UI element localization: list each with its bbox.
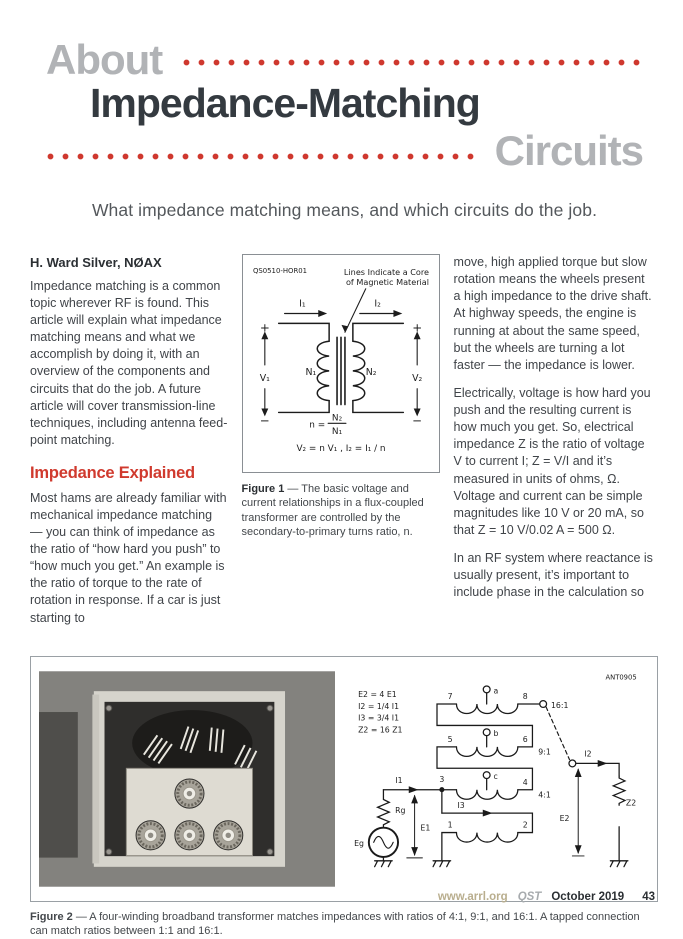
winding-1-2 — [456, 832, 517, 841]
ratio-16to1: 16:1 — [550, 700, 569, 710]
plus-left: + — [259, 320, 270, 335]
connector-bottom-center — [175, 820, 204, 849]
section-heading: Impedance Explained — [30, 464, 195, 483]
connector-top — [175, 779, 204, 808]
wire-primary-top — [278, 323, 328, 341]
winding-3-4 — [456, 789, 517, 798]
i2-label: I₂ — [373, 298, 381, 310]
minus-left: − — [259, 413, 270, 428]
turns-ratio-numerator: N₂ — [331, 413, 342, 424]
footer-page-number: 43 — [642, 891, 655, 903]
turns-ratio-lhs: n = — [308, 420, 325, 431]
minus-right: − — [411, 413, 422, 428]
body-paragraph-4: In an RF system where reactance is usually present, it’s important to include phase in the calculation so — [453, 551, 653, 600]
switch-contact-16to1 — [540, 700, 547, 707]
core-annotation-line1: Lines Indicate a Core — [343, 266, 429, 277]
resistor-z2 — [613, 776, 625, 861]
dotted-rule-bottom — [46, 152, 479, 161]
column-right — [454, 254, 655, 638]
i1-label: I₁ — [298, 298, 306, 310]
i3-label: I3 — [457, 800, 465, 810]
body-paragraph-2: move, high applied torque but slow rotation means the wheels present a high impedance to the drive shaft. At highway speeds, the engine is running at about the same speed, but the wheels are turning a lot faster — the impedance is lower. — [453, 255, 652, 372]
section-paragraph: Most hams are already familiar with mechanical impedance matching — you can think of impedance as the ratio of “how hard you push” to “how much you get.” An example is the ratio of torque to the rate of rotation in response. If a car is just starting to — [30, 490, 227, 625]
title-circuits: Circuits — [494, 127, 643, 174]
winding-5-6 — [456, 747, 517, 756]
turns-ratio-denominator: N₁ — [331, 427, 342, 438]
link-4-to-5 — [437, 747, 532, 790]
switch-pole-i2 — [569, 760, 576, 767]
figure1-caption-text: — The basic voltage and current relationships in a flux-coupled transformer are controlled by the secondary-to-primary turns ratio, n. — [241, 483, 424, 539]
transformer-formula: V₂ = n V₁ , I₂ = I₁ / n — [296, 444, 386, 455]
e2-label: E2 — [559, 813, 570, 823]
ground-left — [375, 860, 393, 866]
figure2-panel — [30, 656, 658, 902]
i1-arrowhead — [409, 786, 419, 793]
ratio-4to1: 4:1 — [538, 790, 551, 800]
tap-a-label: a — [493, 685, 499, 695]
v1-label: V₁ — [259, 372, 270, 384]
eg-label: Eg — [354, 838, 364, 848]
terminal-2: 2 — [522, 820, 528, 830]
wire-i2 — [576, 763, 619, 776]
equation-1: E2 = 4 E1 — [358, 689, 397, 699]
figure2-photo — [39, 670, 335, 888]
e1-label: E1 — [420, 823, 431, 833]
secondary-coil — [352, 341, 364, 400]
figure1-caption — [242, 482, 440, 539]
column-middle — [242, 254, 440, 638]
i2-label: I2 — [584, 749, 592, 759]
deck-subtitle: What impedance matching means, and which circuits do the job. — [91, 200, 598, 220]
body-paragraph-3: Electrically, voltage is how hard you push and the resulting current is how much you get. So, electrical impedance Z is the ratio of voltage V to current I; Z = V/I and it’s measured in units of ohms, Ω. Voltage and current can be simple magnitudes like 10 V or 20 mA, so that Z = 10 V/0.02 A = 500 Ω. — [453, 385, 651, 537]
article-columns — [30, 254, 655, 638]
intro-paragraph: Impedance matching is a common topic wherever RF is found. This article will explain what impedance matching means and what we accomplish by doing it, with an overview of the components and circuits that do the job. A future article will cover transmission-line techniques, including antenna feed-point matching. — [30, 278, 228, 447]
wire-primary-bottom — [278, 401, 328, 413]
footer-magazine: QST — [517, 891, 542, 903]
i2-arrowhead — [598, 760, 608, 767]
figure1-caption-number: Figure 1 — [241, 483, 285, 496]
primary-coil — [317, 341, 329, 400]
figure2-caption-number: Figure 2 — [30, 910, 73, 923]
masthead — [0, 0, 683, 221]
i1-arrowhead — [318, 310, 327, 317]
chassis-left-edge — [92, 694, 99, 863]
footer-issue: October 2019 — [551, 891, 625, 903]
terminal-5: 5 — [447, 734, 453, 744]
core-lines — [337, 337, 345, 404]
terminal-1: 1 — [447, 820, 453, 830]
n2-label: N₂ — [365, 366, 377, 378]
ratio-9to1: 9:1 — [538, 747, 551, 757]
i2-arrowhead — [393, 310, 402, 317]
column-left — [30, 254, 228, 638]
equation-4: Z2 = 16 Z1 — [358, 724, 403, 734]
tap-c-label: c — [493, 771, 498, 781]
figure2-drawing-id: ANT0905 — [605, 673, 637, 682]
v2-label: V₂ — [411, 372, 422, 384]
dotted-rule-top — [182, 58, 643, 67]
connector-bottom-left — [136, 820, 165, 849]
wire-secondary-top — [352, 323, 402, 341]
equation-2: I2 = 1/4 I1 — [358, 701, 400, 711]
rg-label: Rg — [395, 805, 406, 815]
resistor-rg — [378, 789, 390, 826]
title-row-2 — [46, 80, 643, 127]
figure1-diagram — [249, 262, 433, 460]
connector-bottom-right — [214, 820, 243, 849]
tap-a-terminal — [483, 686, 490, 693]
i3-arrowhead — [483, 809, 493, 816]
figure1-drawing-id: QS0510-HOR01 — [252, 266, 307, 275]
annotation-arrow — [345, 289, 366, 333]
figure2-schematic — [343, 667, 643, 891]
title-about: About — [46, 36, 163, 83]
byline: H. Ward Silver, NØAX — [30, 255, 162, 270]
plus-right: + — [411, 320, 422, 335]
tap-c-terminal — [483, 771, 490, 778]
page-footer — [438, 891, 655, 903]
title-row-1 — [46, 36, 643, 84]
node3-junction-dot — [439, 787, 444, 792]
title-impedance-matching: Impedance-Matching — [90, 80, 480, 126]
wire-secondary-bottom — [352, 401, 402, 413]
terminal-3: 3 — [439, 774, 445, 784]
i1-label: I1 — [395, 775, 403, 785]
wire-i3-to-2 — [442, 813, 533, 832]
tap-b-label: b — [493, 728, 499, 738]
photo-shadow-band — [39, 712, 78, 858]
figure2-caption-text: — A four-winding broadband transformer matches impedances with ratios of 4:1, 9:1, and 16:1. A tapped connection can match ratios between 1:1 and 16:1. — [30, 910, 640, 938]
terminal-8: 8 — [522, 691, 528, 701]
wire-1-to-ground — [442, 832, 457, 860]
core-annotation-line2: of Magnetic Material — [345, 276, 429, 287]
n1-label: N₁ — [305, 366, 316, 378]
terminal-6: 6 — [522, 734, 528, 744]
equation-3: I3 = 3/4 I1 — [358, 713, 400, 723]
z2-label: Z2 — [625, 797, 637, 807]
winding-7-8 — [456, 704, 517, 713]
figure2-caption — [30, 910, 650, 939]
e2-measure — [572, 769, 584, 856]
ground-middle — [433, 860, 451, 866]
ground-right — [610, 860, 628, 866]
title-row-3 — [46, 127, 643, 175]
terminal-4: 4 — [522, 777, 528, 787]
terminal-7: 7 — [447, 691, 453, 701]
footer-website: www.arrl.org — [437, 891, 508, 903]
sine-symbol — [374, 836, 393, 848]
figure1-box — [242, 254, 440, 473]
toroid-shadow — [132, 710, 252, 776]
tap-b-terminal — [483, 728, 490, 735]
